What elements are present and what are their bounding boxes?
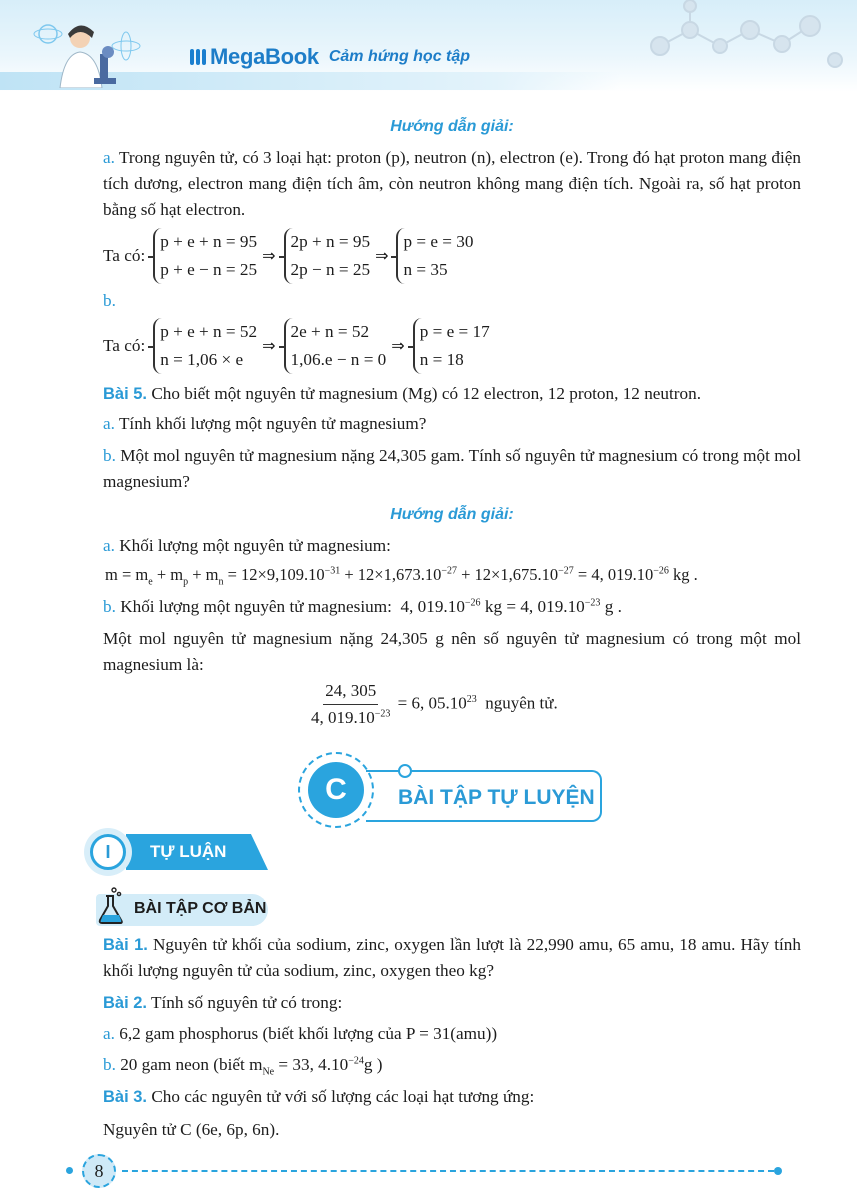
solution-heading-2: Hướng dẫn giải: xyxy=(390,506,514,523)
equation-system-b xyxy=(103,318,490,374)
fraction: $\frac{24, 305}{4, 019.10^{-23}}$ xyxy=(311,678,390,731)
bai5-label: Bài 5. xyxy=(103,385,148,403)
brand-bars-icon xyxy=(190,49,206,65)
bai2-part-a: a. 6,2 gam phosphorus (biết khối lượng của P = 31(amu)) xyxy=(103,1024,498,1043)
tu-luan-banner xyxy=(84,828,274,878)
implies-arrow: ⇒ xyxy=(375,246,389,265)
footer-line xyxy=(122,1170,774,1172)
sol4-part-a xyxy=(103,145,801,223)
bai2: Bài 2. Tính số nguyên tử có trong: xyxy=(103,993,343,1012)
section-c-dot xyxy=(398,764,412,778)
section-c-letter: C xyxy=(308,762,364,818)
sol4-a-label: a. xyxy=(103,148,115,167)
implies-arrow: ⇒ xyxy=(262,246,276,265)
bai-tap-co-ban-title: BÀI TẬP CƠ BẢN xyxy=(134,900,267,917)
ta-co-label: Ta có: xyxy=(103,336,146,355)
bai3: Bài 3. Cho các nguyên tử với số lượng các loại hạt tương ứng: xyxy=(103,1087,535,1106)
sol5-part-a: a. Khối lượng một nguyên tử magnesium: xyxy=(103,536,391,555)
tu-luan-title: TỰ LUẬN xyxy=(150,842,227,861)
tu-luan-numeral: I xyxy=(90,834,126,870)
bai5-question xyxy=(103,381,801,407)
section-c-title: BÀI TẬP TỰ LUYỆN xyxy=(398,786,595,809)
section-c-banner xyxy=(298,752,608,832)
sol5-text2: Một mol nguyên tử magnesium nặng 24,305 g nên số nguyên tử magnesium có trong một mol magnesium là: xyxy=(103,629,801,674)
bai3-line: Nguyên tử C (6e, 6p, 6n). xyxy=(103,1120,280,1139)
system-b-1: p + e + n = 52 n = 1,06 × e xyxy=(153,318,257,374)
page-header xyxy=(0,0,857,92)
page-number: 8 xyxy=(82,1154,116,1188)
implies-arrow: ⇒ xyxy=(391,336,405,355)
solution-heading: Hướng dẫn giải: xyxy=(390,118,514,135)
bai5-text: Cho biết một nguyên tử magnesium (Mg) có 12 electron, 12 proton, 12 neutron. xyxy=(151,384,702,403)
bai2-part-b: b. 20 gam neon (biết $m_{Ne} = 33$, $4.10^{-24}g$ ) xyxy=(103,1055,383,1078)
bai5-part-b: b. Một mol nguyên tử magnesium nặng 24,305 gam. Tính số nguyên tử magnesium có trong một mol magnesium? xyxy=(103,446,802,491)
implies-arrow: ⇒ xyxy=(262,336,276,355)
system-b-3: p = e = 17 n = 18 xyxy=(413,318,490,374)
sol4-b-label: b. xyxy=(103,291,116,310)
mass-conversion: 4, $019.10^{-26}$ kg = 4, $019.10^{-23}$ g . xyxy=(396,597,622,616)
bai5-part-a: a. Tính khối lượng một nguyên tử magnesium? xyxy=(103,414,427,433)
flask-icon xyxy=(92,886,128,926)
brand-name: MegaBook xyxy=(210,44,319,69)
system-a-3: p = e = 30 n = 35 xyxy=(396,228,473,284)
brand-tagline: Cảm hứng học tập xyxy=(328,48,471,65)
scientist-microscope-illustration xyxy=(8,8,148,88)
sol4-part-b xyxy=(103,288,801,314)
system-a-1: p + e + n = 95 p + e − n = 25 xyxy=(153,228,257,284)
bai1: Bài 1. Nguyên tử khối của sodium, zinc, oxygen lần lượt là 22,990 amu, 65 amu, 18 amu. Hãy tính khối lượng nguyên tử của sodium, zinc, oxygen theo kg? xyxy=(103,935,801,980)
sol5-part-b: b. Khối lượng một nguyên tử magnesium: 4, $019.10^{-26}$ kg = 4, $019.10^{-23}$ g . xyxy=(103,597,622,616)
footer-dot xyxy=(774,1167,782,1175)
page-footer xyxy=(66,1154,786,1190)
equation-system-a xyxy=(103,228,473,284)
system-b-2: 2e + n = 52 1,06.e − n = 0 xyxy=(284,318,387,374)
system-a-2: 2p + n = 95 2p − n = 25 xyxy=(284,228,371,284)
molecule-decoration xyxy=(560,0,857,90)
footer-dot xyxy=(66,1167,73,1174)
bai-tap-co-ban-banner xyxy=(92,886,268,926)
sol4-a-text: Trong nguyên tử, có 3 loại hạt: proton (p), neutron (n), electron (e). Trong đó hạt proton mang điện tích dương, electron mang điện tích âm, còn neutron không mang điện tích. Ngoài ra, số hạt proton bằng số hạt electron. xyxy=(103,148,801,219)
mass-formula: $m = m_e + m_p + m_n = 12\times 9,109.10^{-31} + 12\times 1,673.10^{-27} + 12\times 1,675.10^{-27} = 4$, $019.10^{-26}$ kg . xyxy=(105,565,698,588)
avogadro-fraction: $\frac{24, 305}{4, 019.10^{-23}}$ = 6, 05.10$^{23}$ nguyên tử. xyxy=(311,678,558,731)
brand-logo xyxy=(190,42,470,72)
ta-co-label: Ta có: xyxy=(103,246,146,265)
